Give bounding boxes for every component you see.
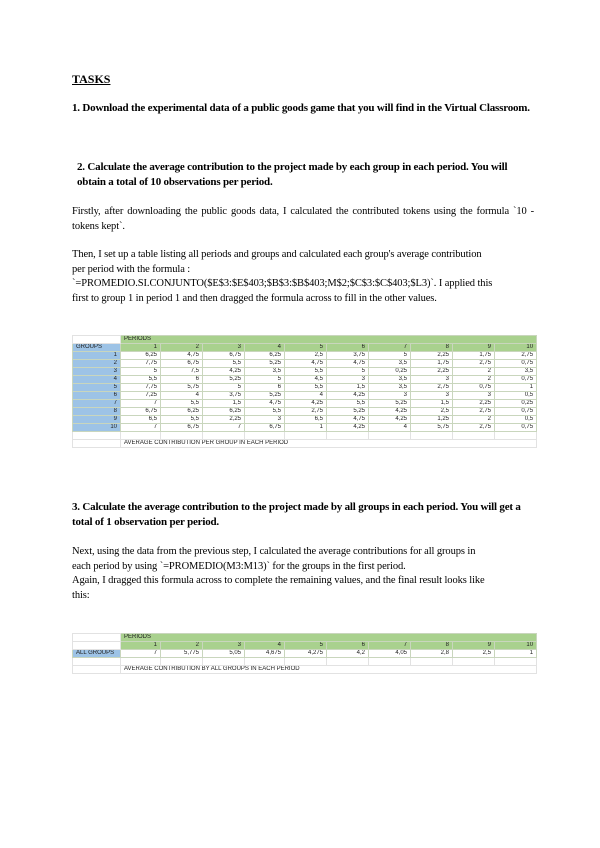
value-cell: 4 <box>369 424 411 432</box>
value-cell: 2,5 <box>453 650 495 658</box>
value-cell: 2,25 <box>453 400 495 408</box>
value-cell: 5,5 <box>285 384 327 392</box>
empty-cell <box>327 658 369 666</box>
value-cell: 4,05 <box>369 650 411 658</box>
value-cell: 0,75 <box>453 384 495 392</box>
value-cell: 4 <box>161 392 203 400</box>
paragraph-all-groups <box>72 545 534 603</box>
period-number-cell: 8 <box>411 642 453 650</box>
group-row <box>73 416 537 424</box>
value-cell: 3,5 <box>369 376 411 384</box>
empty-cell <box>245 432 285 440</box>
periods-header-row <box>73 634 537 642</box>
value-cell: 5,75 <box>161 384 203 392</box>
value-cell: 5,5 <box>161 400 203 408</box>
corner-cell <box>73 336 121 344</box>
value-cell: 3 <box>245 416 285 424</box>
value-cell: 1 <box>285 424 327 432</box>
value-cell: 0,75 <box>495 376 537 384</box>
value-cell: 4,25 <box>369 408 411 416</box>
group-row <box>73 376 537 384</box>
value-cell: 1 <box>495 384 537 392</box>
group-number-cell: 1 <box>73 352 121 360</box>
value-cell: 6 <box>161 376 203 384</box>
value-cell: 4,675 <box>245 650 285 658</box>
value-cell: 6,25 <box>203 408 245 416</box>
paragraph-line: Then, I set up a table listing all periods and groups and calculated each group's average contribution <box>72 249 482 260</box>
empty-cell <box>369 658 411 666</box>
value-cell: 4,275 <box>285 650 327 658</box>
paragraph-line: this: <box>72 589 90 601</box>
value-cell: 6 <box>245 384 285 392</box>
group-number-cell: 10 <box>73 424 121 432</box>
value-cell: 1,5 <box>411 400 453 408</box>
value-cell: 7 <box>121 400 161 408</box>
period-number-cell: 3 <box>203 344 245 352</box>
empty-cell <box>495 658 537 666</box>
value-cell: 2,8 <box>411 650 453 658</box>
all-groups-row <box>73 650 537 658</box>
value-cell: 3 <box>453 392 495 400</box>
paragraph-group-averages <box>72 248 534 306</box>
group-number-cell: 2 <box>73 360 121 368</box>
group-number-cell: 7 <box>73 400 121 408</box>
value-cell: 5,25 <box>203 376 245 384</box>
paragraph-formula-tokens: Firstly, after downloading the public goods data, I calculated the contributed tokens using the formula `10 - tokens kept`. <box>72 206 534 232</box>
value-cell: 4,5 <box>285 376 327 384</box>
period-number-cell: 5 <box>285 642 327 650</box>
value-cell: 4,75 <box>161 352 203 360</box>
value-cell: 0,75 <box>495 424 537 432</box>
period-number-row <box>73 344 537 352</box>
task-2-heading: 2. Calculate the average contribution to the project made by each group in each period. You will obtain a total of 10 observations per period. <box>77 161 508 188</box>
value-cell: 4,75 <box>285 360 327 368</box>
value-cell: 5,75 <box>411 424 453 432</box>
value-cell: 7 <box>121 650 161 658</box>
value-cell: 4,25 <box>327 392 369 400</box>
blank-row <box>73 658 537 666</box>
group-number-cell: 9 <box>73 416 121 424</box>
value-cell: 1,75 <box>453 352 495 360</box>
value-cell: 3,5 <box>495 368 537 376</box>
value-cell: 3,75 <box>203 392 245 400</box>
group-number-cell: 4 <box>73 376 121 384</box>
value-cell: 7,75 <box>121 360 161 368</box>
value-cell: 1,5 <box>327 384 369 392</box>
groups-label: GROUPS <box>73 344 121 352</box>
period-number-cell: 8 <box>411 344 453 352</box>
paragraph-line: `=PROMEDIO.SI.CONJUNTO($E$3:$E$403;$B$3:$B$403;M$2;$C$3:$C$403;$L3)`. I applied this <box>72 278 493 289</box>
value-cell: 7 <box>121 424 161 432</box>
value-cell: 5,5 <box>285 368 327 376</box>
value-cell: 2,5 <box>285 352 327 360</box>
period-number-cell: 2 <box>161 344 203 352</box>
value-cell: 6,75 <box>121 408 161 416</box>
paragraph-line: each period by using `=PROMEDIO(M3:M13)` for the groups in the first period. <box>72 560 406 572</box>
value-cell: 5,25 <box>245 392 285 400</box>
group-number-cell: 3 <box>73 368 121 376</box>
all-groups-label: ALL GROUPS <box>73 650 121 658</box>
group-row <box>73 360 537 368</box>
paragraph-line: first to group 1 in period 1 and then dragged the formula across to fill in the other values. <box>72 292 437 304</box>
value-cell: 2,25 <box>411 368 453 376</box>
value-cell: 0,25 <box>495 400 537 408</box>
value-cell: 4,2 <box>327 650 369 658</box>
table-caption: AVERAGE CONTRIBUTION PER GROUP IN EACH PERIOD <box>121 440 537 448</box>
group-number-cell: 5 <box>73 384 121 392</box>
paragraph-line: per period with the formula : <box>72 263 191 275</box>
value-cell: 7,75 <box>121 384 161 392</box>
empty-cell <box>73 440 121 448</box>
value-cell: 6,5 <box>121 416 161 424</box>
value-cell: 5,775 <box>161 650 203 658</box>
value-cell: 2,25 <box>203 416 245 424</box>
value-cell: 0,5 <box>495 392 537 400</box>
empty-cell <box>245 658 285 666</box>
table-caption: AVERAGE CONTRIBUTION BY ALL GROUPS IN EACH PERIOD <box>121 666 537 674</box>
value-cell: 1,5 <box>203 400 245 408</box>
value-cell: 5 <box>369 352 411 360</box>
value-cell: 4,25 <box>369 416 411 424</box>
value-cell: 5,5 <box>161 416 203 424</box>
value-cell: 0,25 <box>369 368 411 376</box>
empty-cell <box>73 642 121 650</box>
value-cell: 2,75 <box>285 408 327 416</box>
empty-cell <box>203 432 245 440</box>
paragraph-line: Again, I dragged this formula across to complete the remaining values, and the final result looks like <box>72 575 485 586</box>
value-cell: 7 <box>203 424 245 432</box>
value-cell: 4,25 <box>327 424 369 432</box>
value-cell: 3,5 <box>245 368 285 376</box>
value-cell: 5,5 <box>121 376 161 384</box>
period-number-cell: 3 <box>203 642 245 650</box>
caption-row <box>73 666 537 674</box>
value-cell: 5 <box>121 368 161 376</box>
group-row <box>73 424 537 432</box>
value-cell: 6,5 <box>285 416 327 424</box>
value-cell: 2 <box>453 416 495 424</box>
blank-row <box>73 432 537 440</box>
period-number-cell: 1 <box>121 642 161 650</box>
empty-cell <box>453 658 495 666</box>
value-cell: 3,5 <box>369 360 411 368</box>
group-row <box>73 384 537 392</box>
value-cell: 4,25 <box>203 368 245 376</box>
period-number-row <box>73 642 537 650</box>
period-number-cell: 4 <box>245 642 285 650</box>
empty-cell <box>453 432 495 440</box>
value-cell: 2 <box>453 376 495 384</box>
group-number-cell: 6 <box>73 392 121 400</box>
value-cell: 4,25 <box>285 400 327 408</box>
group-row <box>73 408 537 416</box>
corner-cell <box>73 634 121 642</box>
value-cell: 6,75 <box>161 360 203 368</box>
empty-cell <box>411 432 453 440</box>
period-number-cell: 9 <box>453 344 495 352</box>
periods-label: PERIODS <box>121 336 537 344</box>
all-groups-spreadsheet <box>72 633 537 674</box>
value-cell: 2,75 <box>453 424 495 432</box>
value-cell: 7,25 <box>121 392 161 400</box>
period-number-cell: 7 <box>369 642 411 650</box>
value-cell: 7,5 <box>161 368 203 376</box>
value-cell: 0,75 <box>495 408 537 416</box>
empty-cell <box>161 432 203 440</box>
period-number-cell: 2 <box>161 642 203 650</box>
group-number-cell: 8 <box>73 408 121 416</box>
empty-cell <box>121 432 161 440</box>
value-cell: 2 <box>453 368 495 376</box>
periods-label: PERIODS <box>121 634 537 642</box>
period-number-cell: 4 <box>245 344 285 352</box>
empty-cell <box>73 432 121 440</box>
value-cell: 6,25 <box>121 352 161 360</box>
empty-cell <box>203 658 245 666</box>
empty-cell <box>369 432 411 440</box>
value-cell: 0,5 <box>495 416 537 424</box>
value-cell: 3,75 <box>327 352 369 360</box>
empty-cell <box>285 658 327 666</box>
empty-cell <box>495 432 537 440</box>
period-number-cell: 10 <box>495 642 537 650</box>
value-cell: 5 <box>245 376 285 384</box>
period-number-cell: 5 <box>285 344 327 352</box>
value-cell: 4,75 <box>327 360 369 368</box>
period-number-cell: 7 <box>369 344 411 352</box>
value-cell: 4,75 <box>327 416 369 424</box>
value-cell: 2,75 <box>453 360 495 368</box>
value-cell: 5,5 <box>327 400 369 408</box>
periods-header-row <box>73 336 537 344</box>
period-number-cell: 6 <box>327 642 369 650</box>
group-row <box>73 400 537 408</box>
value-cell: 1,25 <box>411 416 453 424</box>
value-cell: 6,75 <box>245 424 285 432</box>
value-cell: 5,25 <box>245 360 285 368</box>
empty-cell <box>73 666 121 674</box>
group-average-spreadsheet <box>72 335 537 448</box>
empty-cell <box>73 658 121 666</box>
group-row <box>73 368 537 376</box>
caption-row <box>73 440 537 448</box>
value-cell: 2,5 <box>411 408 453 416</box>
period-number-cell: 1 <box>121 344 161 352</box>
value-cell: 6,25 <box>245 352 285 360</box>
value-cell: 5,5 <box>203 360 245 368</box>
value-cell: 6,25 <box>161 408 203 416</box>
value-cell: 5 <box>203 384 245 392</box>
empty-cell <box>121 658 161 666</box>
value-cell: 5,25 <box>369 400 411 408</box>
paragraph-line: Next, using the data from the previous step, I calculated the average contributions for all groups in <box>72 546 476 557</box>
period-number-cell: 10 <box>495 344 537 352</box>
value-cell: 5,5 <box>245 408 285 416</box>
task-1-heading: 1. Download the experimental data of a public goods game that you will find in the Virtual Classroom. <box>72 102 530 114</box>
value-cell: 6,75 <box>203 352 245 360</box>
empty-cell <box>327 432 369 440</box>
value-cell: 3 <box>369 392 411 400</box>
value-cell: 4,75 <box>245 400 285 408</box>
value-cell: 3 <box>411 392 453 400</box>
value-cell: 3 <box>411 376 453 384</box>
group-row <box>73 352 537 360</box>
value-cell: 2,75 <box>411 384 453 392</box>
value-cell: 5 <box>327 368 369 376</box>
task-3-heading: 3. Calculate the average contribution to the project made by all groups in each period. You will get a total of 1 observation per period. <box>72 501 521 528</box>
empty-cell <box>411 658 453 666</box>
value-cell: 2,25 <box>411 352 453 360</box>
value-cell: 3 <box>327 376 369 384</box>
empty-cell <box>161 658 203 666</box>
period-number-cell: 9 <box>453 642 495 650</box>
value-cell: 2,75 <box>495 352 537 360</box>
value-cell: 3,5 <box>369 384 411 392</box>
value-cell: 1,75 <box>411 360 453 368</box>
value-cell: 5,25 <box>327 408 369 416</box>
value-cell: 5,05 <box>203 650 245 658</box>
value-cell: 2,75 <box>453 408 495 416</box>
tasks-heading: TASKS <box>72 72 111 86</box>
period-number-cell: 6 <box>327 344 369 352</box>
value-cell: 1 <box>495 650 537 658</box>
group-row <box>73 392 537 400</box>
value-cell: 4 <box>285 392 327 400</box>
value-cell: 0,75 <box>495 360 537 368</box>
value-cell: 6,75 <box>161 424 203 432</box>
empty-cell <box>285 432 327 440</box>
